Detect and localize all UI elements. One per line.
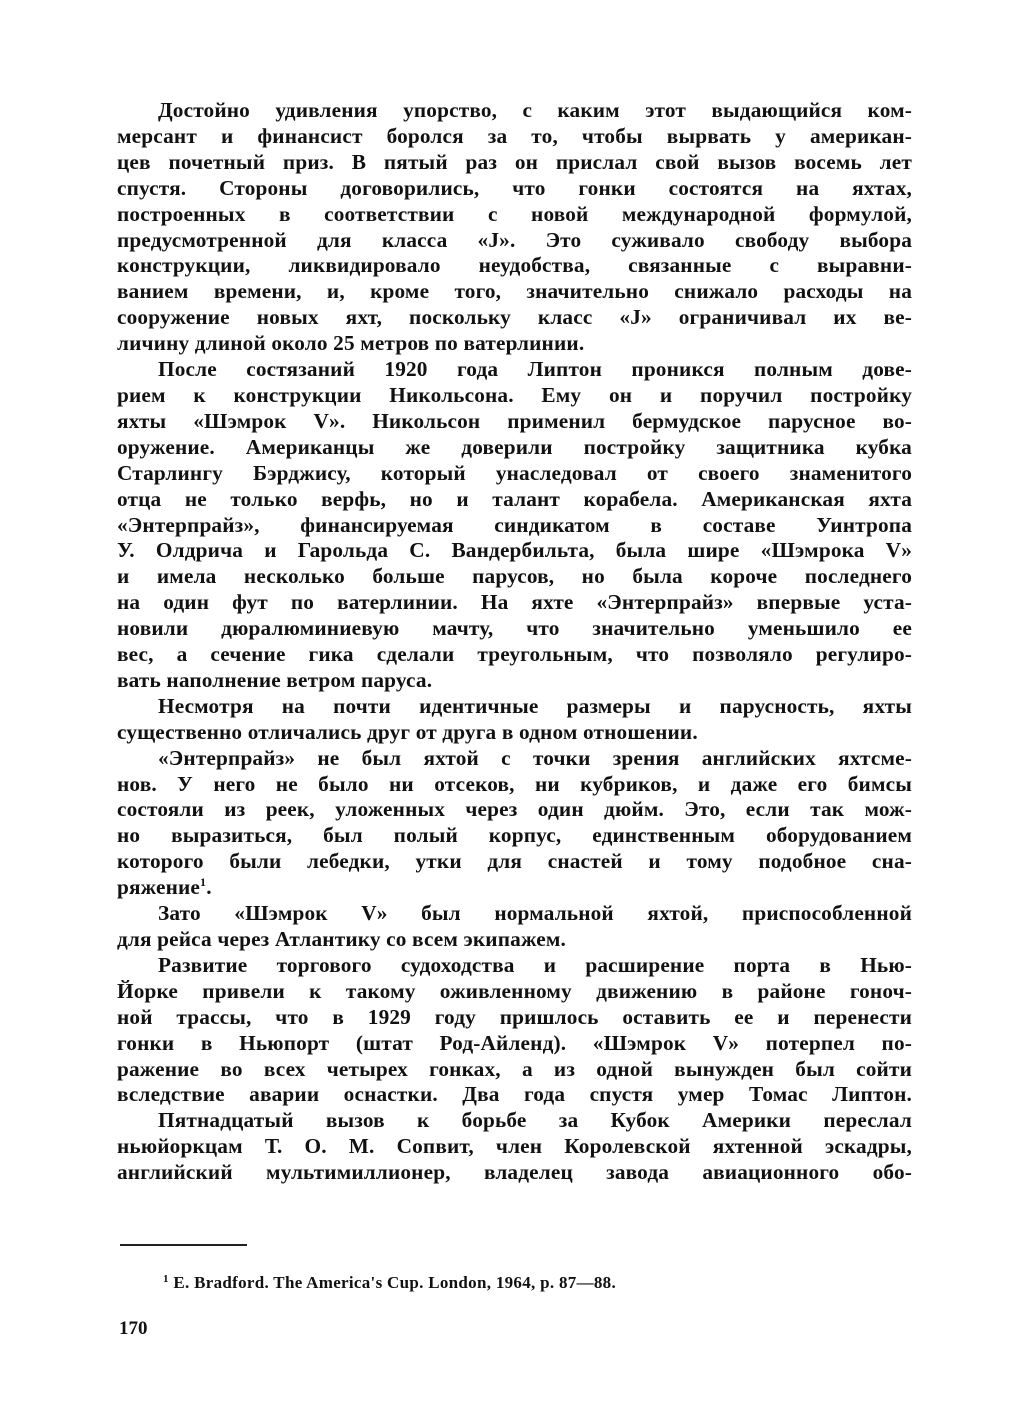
paragraph-1	[117, 98, 912, 357]
text-line: рием к конструкции Никольсона. Ему он и поручил постройку	[117, 382, 912, 407]
footnote-text: E. Bradford. The America's Cup. London, 1964, p. 87—88.	[173, 1273, 617, 1292]
footnote	[163, 1273, 616, 1293]
paragraph-7	[117, 1108, 912, 1186]
text-line: сооружение новых яхт, поскольку класс «J» ограничивал их ве-	[117, 305, 912, 330]
text-line: построенных в соответствии с новой международной формулой,	[117, 201, 912, 226]
text-line: «Энтерпрайз» не был яхтой с точки зрения английских яхтсме-	[158, 745, 912, 770]
text-line: яхты «Шэмрок V». Никольсон применил бермудское парусное во-	[117, 408, 912, 433]
page-body	[117, 98, 912, 1186]
text-line: цев почетный приз. В пятый раз он прислал свой вызов восемь лет	[117, 149, 912, 174]
text-line: Зато «Шэмрок V» был нормальной яхтой, приспособленной	[158, 901, 912, 926]
text-line: вес, а сечение гика сделали треугольным, что позволяло регулиро-	[117, 642, 912, 667]
text-line: конструкции, ликвидировало неудобства, связанные с выравни-	[117, 253, 912, 278]
footnote-separator	[120, 1244, 247, 1246]
text-line: нов. У него не было ни отсеков, ни кубриков, и даже его бимсы	[117, 771, 912, 796]
text-line: Старлингу Бэрджису, который унаследовал от своего знаменитого	[117, 460, 912, 485]
paragraph-5	[117, 901, 912, 953]
paragraph-4	[117, 746, 912, 901]
text-line: для рейса через Атлантику со всем экипажем.	[117, 927, 566, 951]
text-line: вать наполнение ветром паруса.	[117, 667, 433, 692]
footnote-marker: 1	[163, 1273, 169, 1285]
text-line: предусмотренной для класса «J». Это суживало свободу выбора	[117, 227, 912, 252]
text-line: Несмотря на почти идентичные размеры и парусность, яхты	[158, 693, 912, 718]
text-line: английский мультимиллионер, владелец завода авиационного обо-	[117, 1160, 912, 1185]
text-line: но выразиться, был полый корпус, единственным оборудованием	[117, 823, 912, 848]
text-line: существенно отличались друг от друга в одном отношении.	[117, 719, 698, 744]
text-line: состояли из реек, уложенных через один дюйм. Это, если так мож-	[117, 797, 912, 822]
text-line: гонки в Ньюпорт (штат Род-Айленд). «Шэмрок V» потерпел по-	[117, 1030, 912, 1055]
text-line: новили дюралюминиевую мачту, что значительно уменьшило ее	[117, 616, 912, 641]
text-line: которого были лебедки, утки для снастей и тому подобное сна-	[117, 849, 912, 874]
footnote-reference[interactable]: 1	[200, 875, 207, 890]
paragraph-2	[117, 357, 912, 694]
text-line: личину длиной около 25 метров по ватерлинии.	[117, 331, 585, 356]
text-line: и имела несколько больше парусов, но была короче последнего	[117, 564, 912, 589]
text-line: ванием времени, и, кроме того, значительно снижало расходы на	[117, 279, 912, 304]
text-line: спустя. Стороны договорились, что гонки состоятся на яхтах,	[117, 175, 912, 200]
text-line: У. Олдрича и Гарольда С. Вандербильта, была шире «Шэмрока V»	[117, 538, 912, 563]
text-line: После состязаний 1920 года Липтон проникся полным дове-	[158, 357, 912, 382]
page-number: 170	[119, 1318, 148, 1339]
text-line: Йорке привели к такому оживленному движению в районе гоноч-	[117, 978, 912, 1003]
text-line: ражение во всех четырех гонках, а из одной вынужден был сойти	[117, 1056, 912, 1081]
text-line: Развитие торгового судоходства и расширение порта в Нью-	[158, 952, 912, 977]
text-line: на один фут по ватерлинии. На яхте «Энтерпрайз» впервые уста-	[117, 590, 912, 615]
paragraph-6	[117, 953, 912, 1108]
text-line: ряжение$^1$.	[117, 875, 212, 900]
text-line: вследствие аварии оснастки. Два года спустя умер Томас Липтон.	[117, 1082, 912, 1107]
text-line: ной трассы, что в 1929 году пришлось оставить ее и перенести	[117, 1004, 912, 1029]
paragraph-3	[117, 694, 912, 746]
text-line: ньюйоркцам Т. О. М. Сопвит, член Королевской яхтенной эскадры,	[117, 1134, 912, 1159]
text-line: мерсант и финансист боролся за то, чтобы вырвать у американ-	[117, 123, 912, 148]
text-line: Пятнадцатый вызов к борьбе за Кубок Америки переслал	[158, 1108, 912, 1133]
text-line: «Энтерпрайз», финансируемая синдикатом в составе Уинтропа	[117, 512, 912, 537]
text-line: отца не только верфь, но и талант корабела. Американская яхта	[117, 486, 912, 511]
text-line: Достойно удивления упорство, с каким этот выдающийся ком-	[158, 98, 912, 122]
text-line: оружение. Американцы же доверили постройку защитника кубка	[117, 434, 912, 459]
